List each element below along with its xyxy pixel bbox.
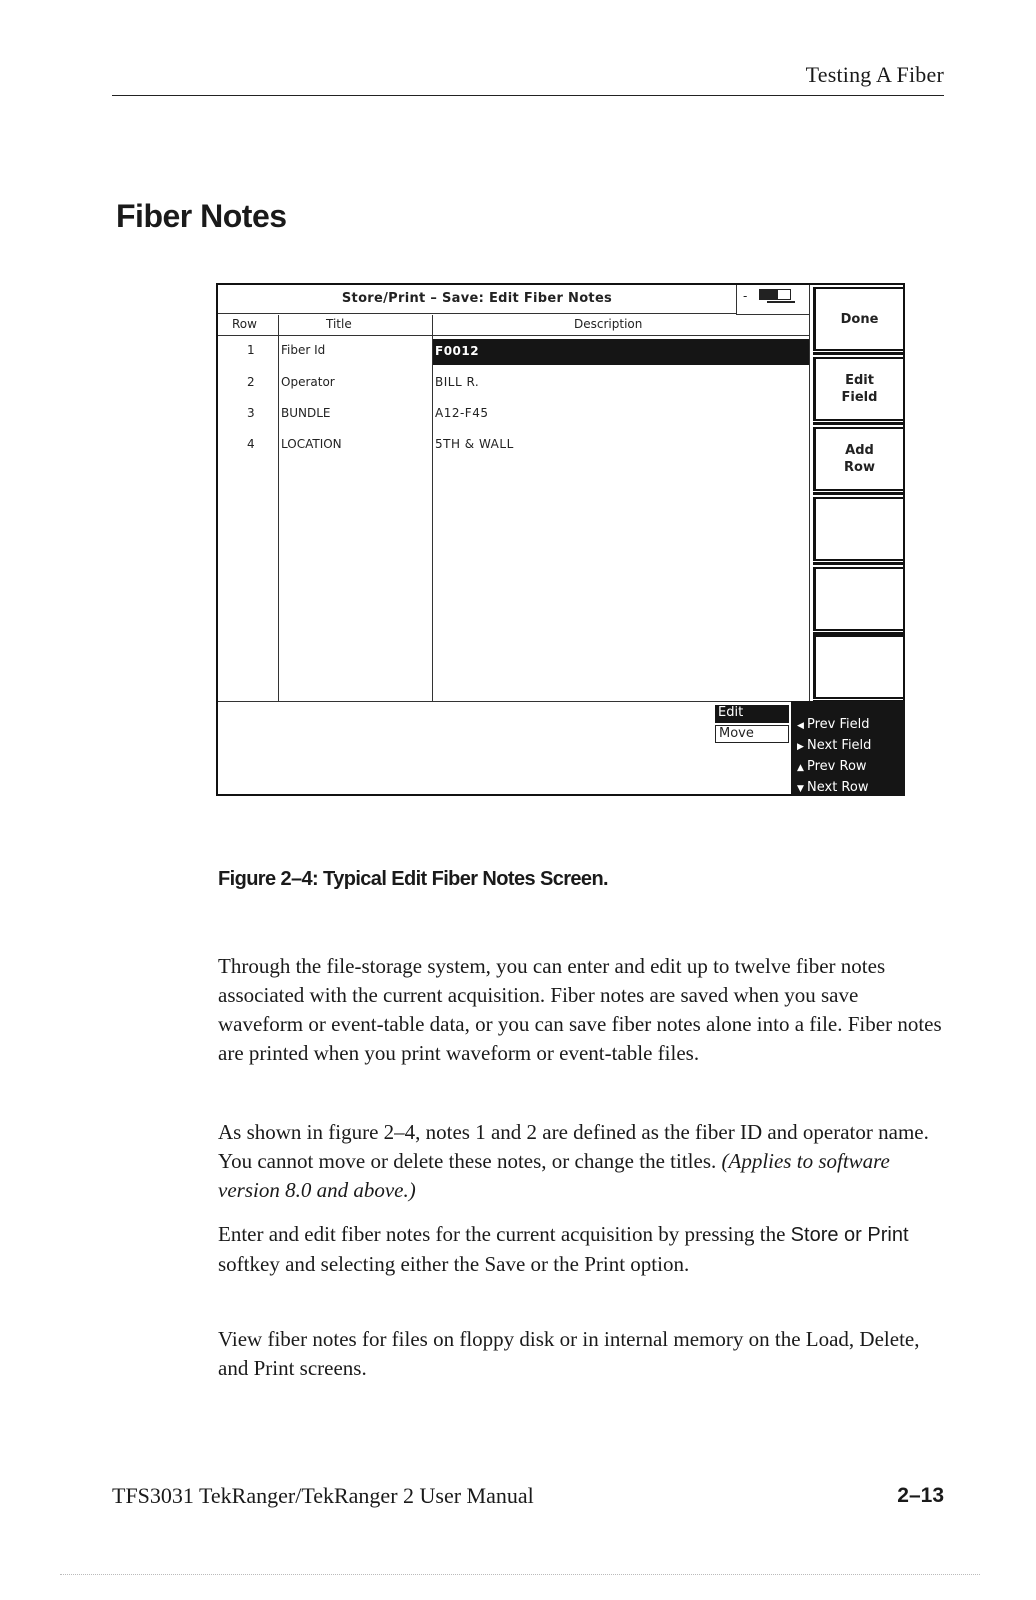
blank-softkey[interactable]	[813, 497, 905, 561]
section-title: Fiber Notes	[116, 198, 287, 234]
figure-caption: Figure 2–4: Typical Edit Fiber Notes Screen.	[218, 868, 609, 890]
next-row-hint	[797, 778, 905, 799]
prev-row-hint	[797, 757, 905, 778]
arrow-up-icon: ▲	[797, 763, 804, 773]
paragraph-text: View fiber notes for files on floppy disk or in internal memory on the Load, Delete, and Print screens.	[218, 1327, 920, 1380]
column-header-description: Description	[574, 317, 643, 331]
row-title: Operator	[281, 375, 335, 389]
running-head: Testing A Fiber	[805, 62, 944, 87]
row-title: LOCATION	[281, 437, 342, 451]
table-row[interactable]	[218, 400, 810, 426]
add-row-label: Row	[844, 460, 875, 475]
done-label: Done	[840, 311, 879, 327]
paragraph-before: Enter and edit fiber notes for the current acquisition by pressing the	[218, 1222, 786, 1246]
header-rule	[112, 95, 944, 96]
edit-field-label: Edit	[845, 373, 874, 388]
battery-icon	[759, 289, 791, 300]
prev-row-label: Prev Row	[807, 759, 867, 774]
table-row[interactable]	[218, 369, 810, 395]
row-description[interactable]: 5TH & WALL	[435, 437, 514, 451]
row-number: 1	[247, 343, 255, 357]
paragraph-text	[218, 1118, 948, 1205]
divider	[218, 313, 736, 314]
navigation-help	[791, 701, 905, 796]
edit-field-softkey[interactable]	[813, 357, 905, 421]
battery-indicator	[736, 285, 810, 315]
page-number: 2–13	[897, 1484, 944, 1507]
row-description[interactable]: BILL R.	[435, 375, 480, 389]
row-title: Fiber Id	[281, 343, 326, 357]
divider	[218, 335, 810, 336]
table-row[interactable]	[218, 337, 810, 363]
blank-softkey[interactable]	[813, 635, 905, 699]
row-description[interactable]: F0012	[435, 344, 480, 358]
battery-minus-icon: -	[743, 289, 747, 303]
edit-field-label: Field	[841, 390, 878, 405]
paragraph-main: As shown in figure 2–4, notes 1 and 2 are defined as the fiber ID and operator name. You cannot move or delete these notes, or change the titles.	[218, 1120, 929, 1173]
row-number: 2	[247, 375, 255, 389]
row-number: 4	[247, 437, 255, 451]
footer-manual-title: TFS3031 TekRanger/TekRanger 2 User Manual	[112, 1483, 534, 1508]
prev-field-hint	[797, 715, 905, 736]
next-row-label: Next Row	[807, 780, 869, 795]
paragraph	[218, 952, 948, 1068]
table-row[interactable]	[218, 431, 810, 457]
arrow-left-icon: ◀	[797, 721, 804, 731]
softkey-reference: Store or Print	[790, 1224, 909, 1246]
paragraph	[218, 1220, 948, 1279]
column-header-row: Row	[232, 317, 257, 331]
arrow-down-icon: ▼	[797, 784, 804, 794]
add-row-label: Add	[845, 443, 874, 458]
instrument-screen	[216, 283, 905, 796]
plug-icon	[767, 301, 795, 306]
mode-selector[interactable]	[715, 703, 789, 745]
selection-highlight	[433, 339, 809, 365]
notes-table	[218, 285, 810, 701]
version-note: (Applies to software version 8.0 and above.)	[218, 1149, 890, 1202]
row-title: BUNDLE	[281, 406, 331, 420]
add-row-softkey[interactable]	[813, 427, 905, 491]
row-description[interactable]: A12-F45	[435, 406, 489, 420]
prev-field-label: Prev Field	[807, 717, 870, 732]
mode-edit[interactable]: Edit	[715, 705, 789, 723]
paragraph-text	[218, 1220, 948, 1279]
arrow-right-icon: ▶	[797, 742, 804, 752]
next-field-label: Next Field	[807, 738, 872, 753]
scan-edge	[60, 1574, 980, 1575]
mode-move[interactable]: Move	[715, 725, 789, 743]
blank-softkey[interactable]	[813, 567, 905, 631]
next-field-hint	[797, 736, 905, 757]
paragraph-after: softkey and selecting either the Save or the Print option.	[218, 1252, 690, 1276]
row-number: 3	[247, 406, 255, 420]
paragraph	[218, 1118, 948, 1205]
column-header-title: Title	[326, 317, 352, 331]
screen-title: Store/Print – Save: Edit Fiber Notes	[341, 291, 613, 306]
paragraph	[218, 1325, 948, 1383]
done-softkey[interactable]	[813, 287, 905, 351]
paragraph-text: Through the file-storage system, you can enter and edit up to twelve fiber notes associated with the current acquisition. Fiber notes are saved when you save waveform or event-table data, or you can save fiber notes alone into a file. Fiber notes are printed when you print waveform or event-table files.	[218, 954, 942, 1065]
